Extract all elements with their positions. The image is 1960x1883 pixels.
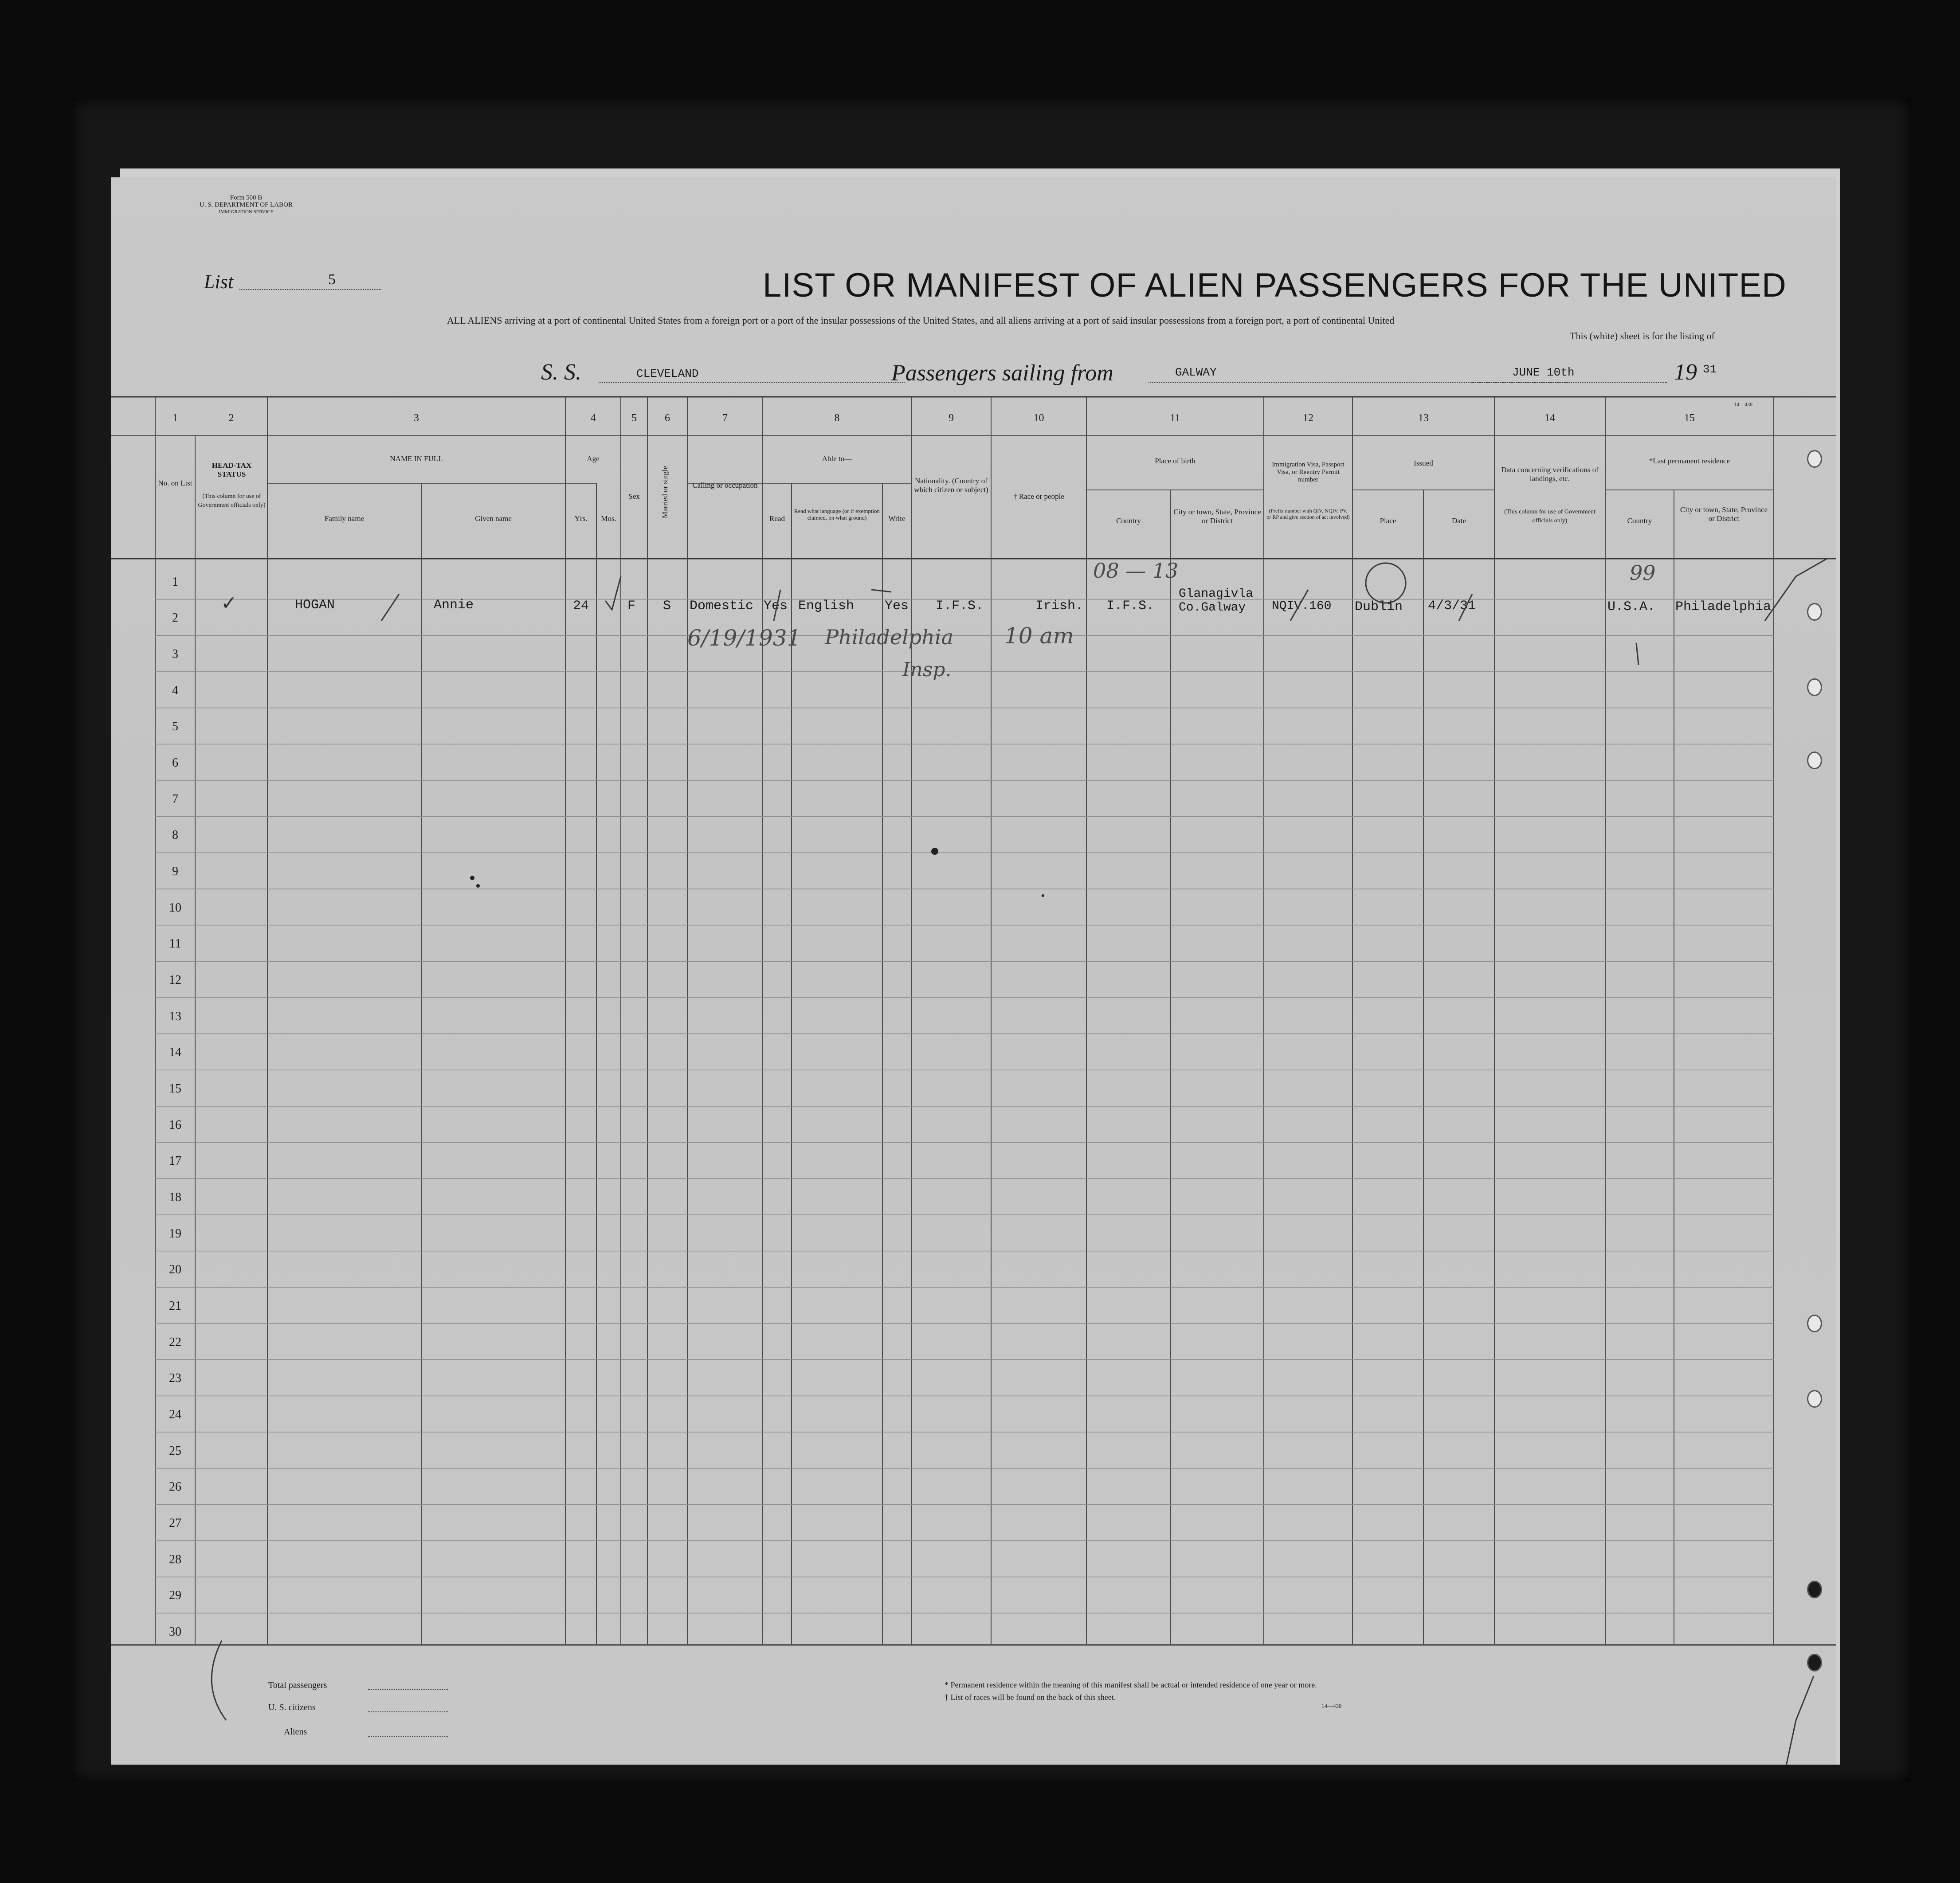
row-number: 5 <box>172 720 178 734</box>
binder-hole <box>1807 678 1822 696</box>
binder-hole <box>1807 1315 1822 1332</box>
binder-hole <box>1807 1581 1822 1598</box>
sailing-label: Passengers sailing from <box>891 360 1113 386</box>
header-last-residence: *Last permanent residence <box>1649 457 1730 465</box>
header-landings-note: (This column for use of Government officials only) <box>1504 509 1595 524</box>
residence-annotation: 99 <box>1630 561 1656 585</box>
ink-spot-4 <box>1042 894 1044 897</box>
ss-label: S. S. <box>541 360 581 385</box>
colnum-13: 13 <box>1418 412 1429 424</box>
row-number: 13 <box>169 1009 181 1023</box>
header-birth-city: City or town, State, Province or District <box>1173 508 1261 525</box>
row-number: 10 <box>169 900 181 915</box>
header-issued: Issued <box>1414 459 1433 467</box>
age-yrs-cell: 24 <box>573 599 589 614</box>
header-write: Write <box>888 514 906 523</box>
header-visa: Immigration Visa, Passport Visa, or Reentry Permit number <box>1272 461 1345 483</box>
row-number: 27 <box>169 1516 181 1531</box>
header-able-to: Able to— <box>822 454 852 463</box>
language-cell: English <box>798 599 855 614</box>
date-check-stroke <box>1459 594 1472 621</box>
row-number: 2 <box>172 611 178 625</box>
colnum-7: 7 <box>722 412 728 424</box>
binder-hole <box>1807 752 1822 769</box>
header-age: Age <box>587 454 600 463</box>
birth-country-cell: I.F.S. <box>1106 599 1155 614</box>
visa-check-stroke <box>1290 590 1308 621</box>
form-number: Form 500 B <box>230 194 263 201</box>
colnum-6: 6 <box>665 412 670 424</box>
list-label: List <box>204 271 234 293</box>
inspector-annotation: Insp. <box>902 658 952 681</box>
birth-city-line2: Co.Galway <box>1179 601 1246 615</box>
row-number: 29 <box>169 1589 181 1603</box>
footer-check-stroke <box>1783 1676 1814 1765</box>
us-citizens-label: U. S. citizens <box>268 1703 316 1712</box>
header-name-in-full: NAME IN FULL <box>390 454 443 463</box>
header-issued-date: Date <box>1451 517 1466 525</box>
header-read-language: Read what language (or if exemption claimed, on what ground) <box>794 508 880 521</box>
header-visa-note: (Prefix number with QIV, NQIV, PV, or RP and give section of act involved) <box>1266 508 1350 520</box>
row-number: 28 <box>169 1552 181 1566</box>
header-res-country: Country <box>1627 517 1652 525</box>
res-country-cell: U.S.A. <box>1607 599 1656 615</box>
colnum-5: 5 <box>631 412 637 424</box>
issued-date-cell: 4/3/31 <box>1428 599 1476 614</box>
residence-tick <box>1636 643 1639 665</box>
aliens-line <box>368 1736 448 1737</box>
header-calling: Calling or occupation <box>692 481 758 489</box>
row-number: 26 <box>169 1480 181 1494</box>
ink-spot-2 <box>470 876 474 880</box>
header-place-of-birth: Place of birth <box>1155 457 1196 465</box>
subtitle-2: This (white) sheet is for the listing of <box>1570 330 1715 341</box>
row-number: 9 <box>172 865 178 879</box>
manifest-title: LIST OR MANIFEST OF ALIEN PASSENGERS FOR THE UNITED <box>763 266 1787 304</box>
colnum-2: 2 <box>228 412 234 424</box>
sailing-date: JUNE 10th <box>1512 366 1575 379</box>
service: IMMIGRATION SERVICE <box>219 209 274 215</box>
row-number: 6 <box>172 756 178 770</box>
row-number: 7 <box>172 792 178 806</box>
row-number: 18 <box>169 1190 181 1205</box>
header-nationality: Nationality. (Country of which citizen or subject) <box>914 477 988 494</box>
header-head-tax-note: (This column for use of Government officials only) <box>198 493 266 509</box>
form-code-top: 14—430 <box>1734 401 1752 407</box>
binder-hole <box>1807 450 1822 468</box>
row-number: 1 <box>172 575 178 589</box>
colnum-11: 11 <box>1170 412 1180 424</box>
arrival-date-annotation: 6/19/1931 <box>687 625 801 651</box>
pen-marks <box>111 177 1836 1765</box>
total-passengers-label: Total passengers <box>268 1680 327 1690</box>
colnum-15: 15 <box>1684 412 1695 424</box>
marital-cell: S <box>663 599 671 614</box>
birth-annotation: 08 — 13 <box>1093 559 1179 583</box>
row-number: 15 <box>169 1082 181 1096</box>
header-head-tax: HEAD-TAX STATUS <box>212 461 252 478</box>
row-number: 14 <box>169 1045 181 1060</box>
row-number: 23 <box>169 1371 181 1386</box>
age-check-stroke <box>605 576 621 610</box>
read-cell: Yes <box>764 599 788 614</box>
row-number: 17 <box>169 1154 181 1168</box>
header-mos: Mos. <box>601 514 616 523</box>
year-suffix: 31 <box>1703 363 1717 376</box>
binder-hole <box>1807 1654 1822 1672</box>
footnote-races: † List of races will be found on the back of this sheet. <box>945 1693 1116 1702</box>
write-cell: Yes <box>885 599 909 614</box>
row-number: 30 <box>169 1625 181 1639</box>
department: U. S. DEPARTMENT OF LABOR <box>200 201 293 208</box>
header-landings: Data concerning verifications of landings, etc. <box>1501 466 1599 483</box>
row-number: 16 <box>169 1118 181 1132</box>
header-race: † Race or people <box>1013 492 1064 501</box>
binder-hole <box>1807 1390 1822 1408</box>
language-stroke <box>871 590 891 592</box>
row-number: 11 <box>169 937 181 951</box>
row-number: 3 <box>172 647 178 662</box>
row-number: 8 <box>172 828 178 842</box>
colnum-9: 9 <box>949 412 954 424</box>
family-name-cell: HOGAN <box>295 598 335 613</box>
row-number: 24 <box>169 1408 181 1422</box>
manifest-sheet <box>111 177 1836 1765</box>
ship-name: CLEVELAND <box>636 367 699 380</box>
colnum-14: 14 <box>1544 412 1555 424</box>
header-yrs: Yrs. <box>574 514 588 523</box>
header-no-on-list: No. on List <box>158 479 192 487</box>
race-cell: Irish. <box>1035 599 1084 614</box>
colnum-4: 4 <box>590 412 596 424</box>
row-number: 22 <box>169 1335 181 1349</box>
header-married: Married or single <box>661 466 669 519</box>
read-check-stroke <box>774 590 780 621</box>
us-citizens-line <box>368 1711 448 1712</box>
ink-spot-3 <box>476 884 480 888</box>
row-number: 21 <box>169 1299 181 1313</box>
header-given-name: Given name <box>475 514 512 523</box>
colnum-10: 10 <box>1033 412 1044 424</box>
port-name: GALWAY <box>1175 366 1217 379</box>
header-issued-place: Place <box>1380 517 1396 525</box>
year-prefix: 19 <box>1674 360 1697 385</box>
row-number: 20 <box>169 1263 181 1277</box>
colnum-3: 3 <box>414 412 419 424</box>
header-birth-country: Country <box>1116 517 1141 525</box>
head-tax-check: ✓ <box>221 592 237 614</box>
row-number: 4 <box>172 683 178 697</box>
row-number: 12 <box>169 973 181 987</box>
footer-code: 14—430 <box>1321 1703 1342 1709</box>
nationality-cell: I.F.S. <box>936 599 984 614</box>
arrival-place-annotation: Philadelphia <box>825 625 954 649</box>
given-name-cell: Annie <box>434 598 474 613</box>
ink-spot-1 <box>931 848 938 855</box>
total-passengers-line <box>368 1689 448 1690</box>
occupation-cell: Domestic <box>690 599 754 614</box>
header-family-name: Family name <box>324 514 365 523</box>
birth-city-line1: Glanagivla <box>1179 587 1254 601</box>
arrival-time-annotation: 10 am <box>1004 623 1074 649</box>
colnum-1: 1 <box>172 412 178 424</box>
name-check-stroke <box>381 594 399 621</box>
row-number: 25 <box>169 1444 181 1458</box>
res-city-cell: Philadelphia <box>1675 599 1772 615</box>
colnum-8: 8 <box>834 412 840 424</box>
issued-place-cell: Dublin <box>1355 599 1403 615</box>
list-number: 5 <box>328 271 336 288</box>
colnum-12: 12 <box>1303 412 1313 424</box>
row-number: 19 <box>169 1226 181 1241</box>
stamp-circle <box>1366 563 1406 603</box>
aliens-label: Aliens <box>284 1727 307 1737</box>
header-sex: Sex <box>628 492 640 501</box>
header-read: Read <box>769 514 785 523</box>
visa-cell: NQIV.160 <box>1272 599 1332 613</box>
sex-cell: F <box>627 599 636 614</box>
subtitle-1: ALL ALIENS arriving at a port of continental United States from a foreign port or a port of the insular possessions of the United States, and all aliens arriving at a port of said insular possessions from a foreign port, a port of continental United <box>447 315 1395 326</box>
header-res-city: City or town, State, Province or District <box>1680 505 1768 523</box>
footnote-residence: * Permanent residence within the meaning of this manifest shall be actual or intended residence of one year or more. <box>945 1680 1317 1689</box>
margin-mark <box>212 1640 226 1720</box>
binder-hole <box>1807 603 1822 621</box>
